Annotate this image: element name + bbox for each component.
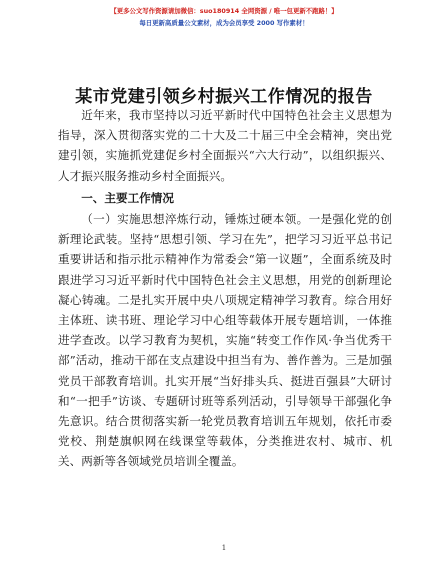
page-number: 1	[221, 544, 227, 552]
banner-line-1: 【更多公文写作资源请加微信：suo180914 全网资源 / 唯一包更新不跑路！】	[110, 7, 338, 15]
banner-line-2: 每日更新高质量公文素材，成为会员享受 2000 写作素材！	[139, 19, 309, 27]
document-body	[58, 105, 392, 472]
header-banner	[0, 5, 448, 29]
document-title: 某市党建引领乡村振兴工作情况的报告	[75, 87, 373, 107]
intro-paragraph: 近年来，我市坚持以习近平新时代中国特色社会主义思想为指导，深入贯彻落实党的二十大及二十届三中全会精神，突出党建引领，实施抓党建促乡村全面振兴“六大行动”，以组织振兴、人才振兴服务推动乡村全面振兴。	[58, 108, 392, 183]
section-paragraph: （一）实施思想淬炼行动，锤炼过硬本领。一是强化党的创新理论武装。坚持“思想引领、学习在先”，把学习习近平总书记重要讲话和指示批示精神作为常委会“第一议题”，全面系统及时跟进学习习近平新时代中国特色社会主义思想，用党的创新理论凝心铸魂。二是扎实开展中央八项规定精神学习教育。综合用好主体班、读书班、理论学习中心组等载体开展专题培训，一体推进学查改。以学习教育为契机，实施“转变工作作风·争当优秀干部”活动，推动干部在支点建设中担当有为、善作善为。三是加强党员干部教育培训。扎实开展“当好排头兵、挺进百强县”大研讨和“一把手”访谈、专题研讨班等系列活动，引导领导干部强化争先意识。结合贯彻落实新一轮党员教育培训五年规划，依托市委党校、荆楚旗帜网在线课堂等载体，分类推进农村、城市、机关、两新等各领域党员培训全覆盖。	[58, 212, 392, 469]
section-heading: 一、主要工作情况	[81, 190, 174, 205]
